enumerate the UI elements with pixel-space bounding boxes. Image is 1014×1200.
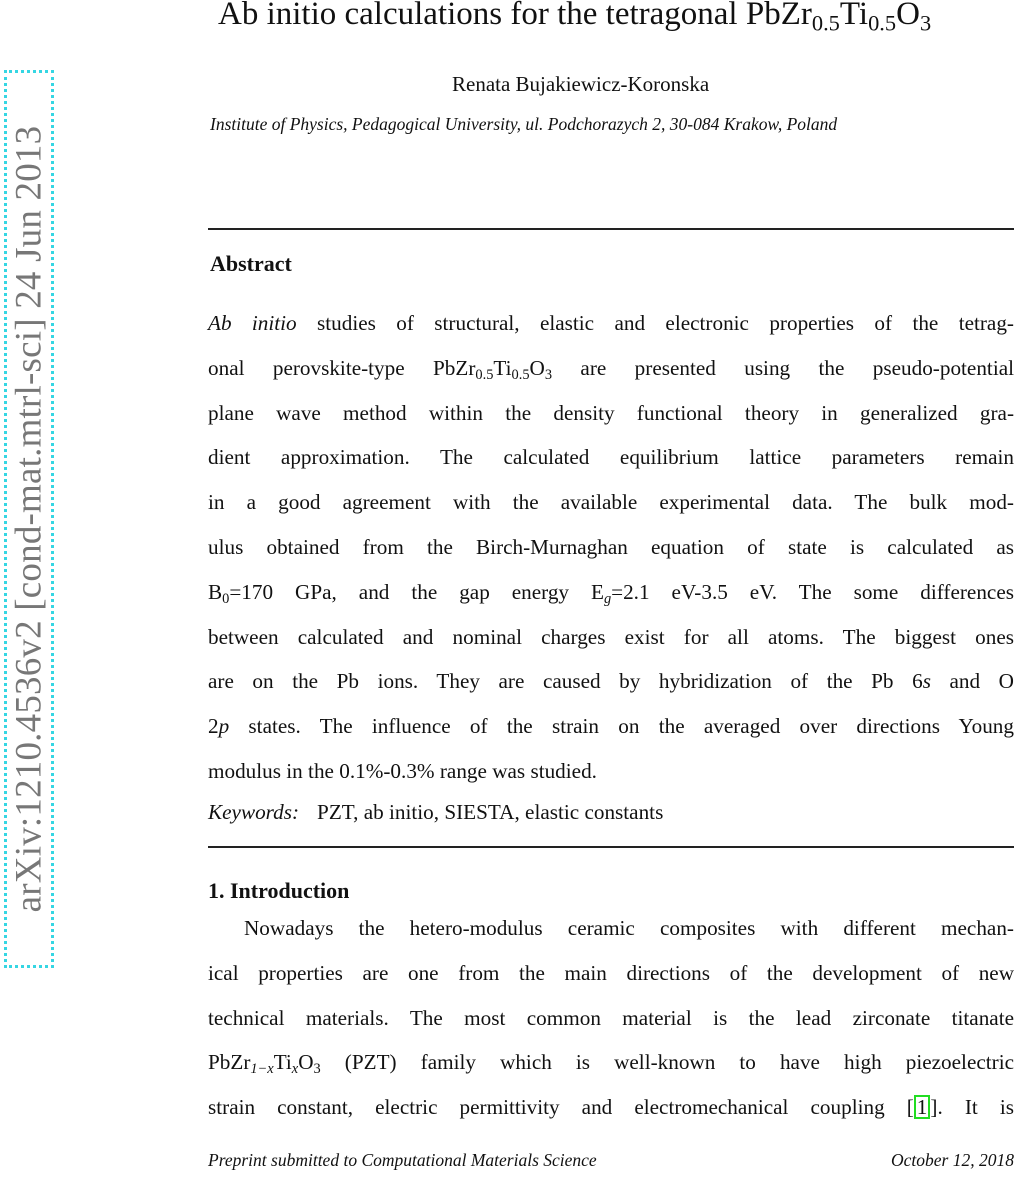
title-ti: Ti (839, 0, 869, 32)
abstract-line: in a good agreement with the available experimental data. The bulk mod- (208, 490, 1014, 515)
abstract-line (208, 570, 1014, 615)
intro-line: ical properties are one from the main directions of the development of new (208, 960, 1014, 985)
abstract-italic-term: Ab initio (208, 311, 297, 335)
subscript: 3 (544, 366, 553, 383)
intro-line-text: Ti (273, 1050, 292, 1075)
introduction-body (208, 906, 1014, 1130)
abstract-line-text: states. The influence of the strain on the averaged over directions Young (229, 714, 1014, 739)
arxiv-stamp (4, 70, 54, 968)
abstract-line (208, 301, 1014, 346)
abstract-line (208, 704, 1014, 749)
abstract-bottom-rule (208, 846, 1014, 848)
keywords-label: Keywords: (208, 800, 300, 824)
intro-line-text: ]. It is (930, 1095, 1014, 1120)
abstract-line-text: 2 (208, 714, 219, 739)
footer-journal: Preprint submitted to Computational Materials Science (208, 1150, 597, 1170)
abstract-line-text: Ti (493, 355, 512, 380)
abstract-line: modulus in the 0.1%-0.3% range was studied. (208, 758, 597, 783)
abstract-line-text: and O (930, 669, 1014, 694)
abstract-line (208, 346, 1014, 391)
abstract-top-rule (208, 228, 1014, 230)
abstract-line (208, 659, 1014, 704)
section-heading-introduction: 1. Introduction (208, 878, 350, 903)
abstract-heading: Abstract (210, 251, 292, 276)
abstract-line: between calculated and nominal charges exist for all atoms. The biggest ones (208, 624, 1014, 649)
abstract-line: plane wave method within the density functional theory in generalized gra- (208, 400, 1014, 425)
subscript: 0.5 (511, 366, 530, 383)
paper-title (0, 0, 1014, 36)
abstract-line-text: =170 GPa, and the gap energy E (229, 579, 604, 604)
abstract-italic-term: p (218, 714, 230, 739)
subscript: 0.5 (475, 366, 494, 383)
affiliation: Institute of Physics, Pedagogical University, ul. Podchorazych 2, 30-084 Krakow, Poland (210, 114, 838, 134)
title-sub-o: 3 (919, 10, 932, 36)
keywords (208, 800, 663, 825)
abstract-line: dient approximation. The calculated equilibrium lattice parameters remain (208, 445, 1014, 470)
subscript: g (603, 590, 612, 607)
abstract-body (208, 301, 1014, 794)
intro-line: technical materials. The most common material is the lead zirconate titanate (208, 1005, 1014, 1030)
keywords-value: PZT, ab initio, SIESTA, elastic constants (317, 800, 664, 824)
abstract-line-text: are on the Pb ions. They are caused by hybridization of the Pb 6 (208, 669, 923, 694)
subscript: x (291, 1061, 299, 1078)
title-sub-ti: 0.5 (868, 10, 897, 36)
intro-line: Nowadays the hetero-modulus ceramic composites with different mechan- (244, 916, 1014, 940)
abstract-line-text: =2.1 eV-3.5 eV. The some differences (611, 579, 1014, 604)
abstract-line: ulus obtained from the Birch-Murnaghan equation of state is calculated as (208, 534, 1014, 559)
intro-line-text: strain constant, electric permittivity and electromechanical coupling [ (208, 1095, 914, 1120)
intro-line (208, 1085, 1014, 1130)
abstract-line-text: B (208, 579, 223, 604)
abstract-line-text: O (529, 355, 545, 380)
intro-line-text: O (298, 1050, 314, 1075)
author: Renata Bujakiewicz-Koronska (452, 72, 710, 96)
subscript: 3 (313, 1061, 321, 1078)
intro-line-text: (PZT) family which is well-known to have high piezoelectric (320, 1050, 1014, 1075)
subscript: 1−x (250, 1061, 274, 1078)
title-o: O (896, 0, 920, 32)
citation-link[interactable]: 1 (914, 1095, 931, 1119)
footer-date: October 12, 2018 (891, 1150, 1014, 1170)
abstract-line-text: are presented using the pseudo-potential (552, 355, 1014, 380)
abstract-italic-term: s (922, 669, 931, 694)
subscript: 0 (222, 590, 230, 607)
intro-line-text: PbZr (208, 1050, 251, 1075)
abstract-line-text: studies of structural, elastic and electronic properties of the tetrag- (317, 311, 1014, 335)
arxiv-stamp-text: arXiv:1210.4536v2 [cond-mat.mtrl-sci] 24 Jun 2013 (8, 125, 50, 913)
abstract-line-text: onal perovskite-type PbZr (208, 355, 476, 380)
title-prefix: Ab initio calculations for the tetragonal PbZr (218, 0, 812, 32)
intro-line (208, 1040, 1014, 1085)
title-sub-zr: 0.5 (811, 10, 840, 36)
